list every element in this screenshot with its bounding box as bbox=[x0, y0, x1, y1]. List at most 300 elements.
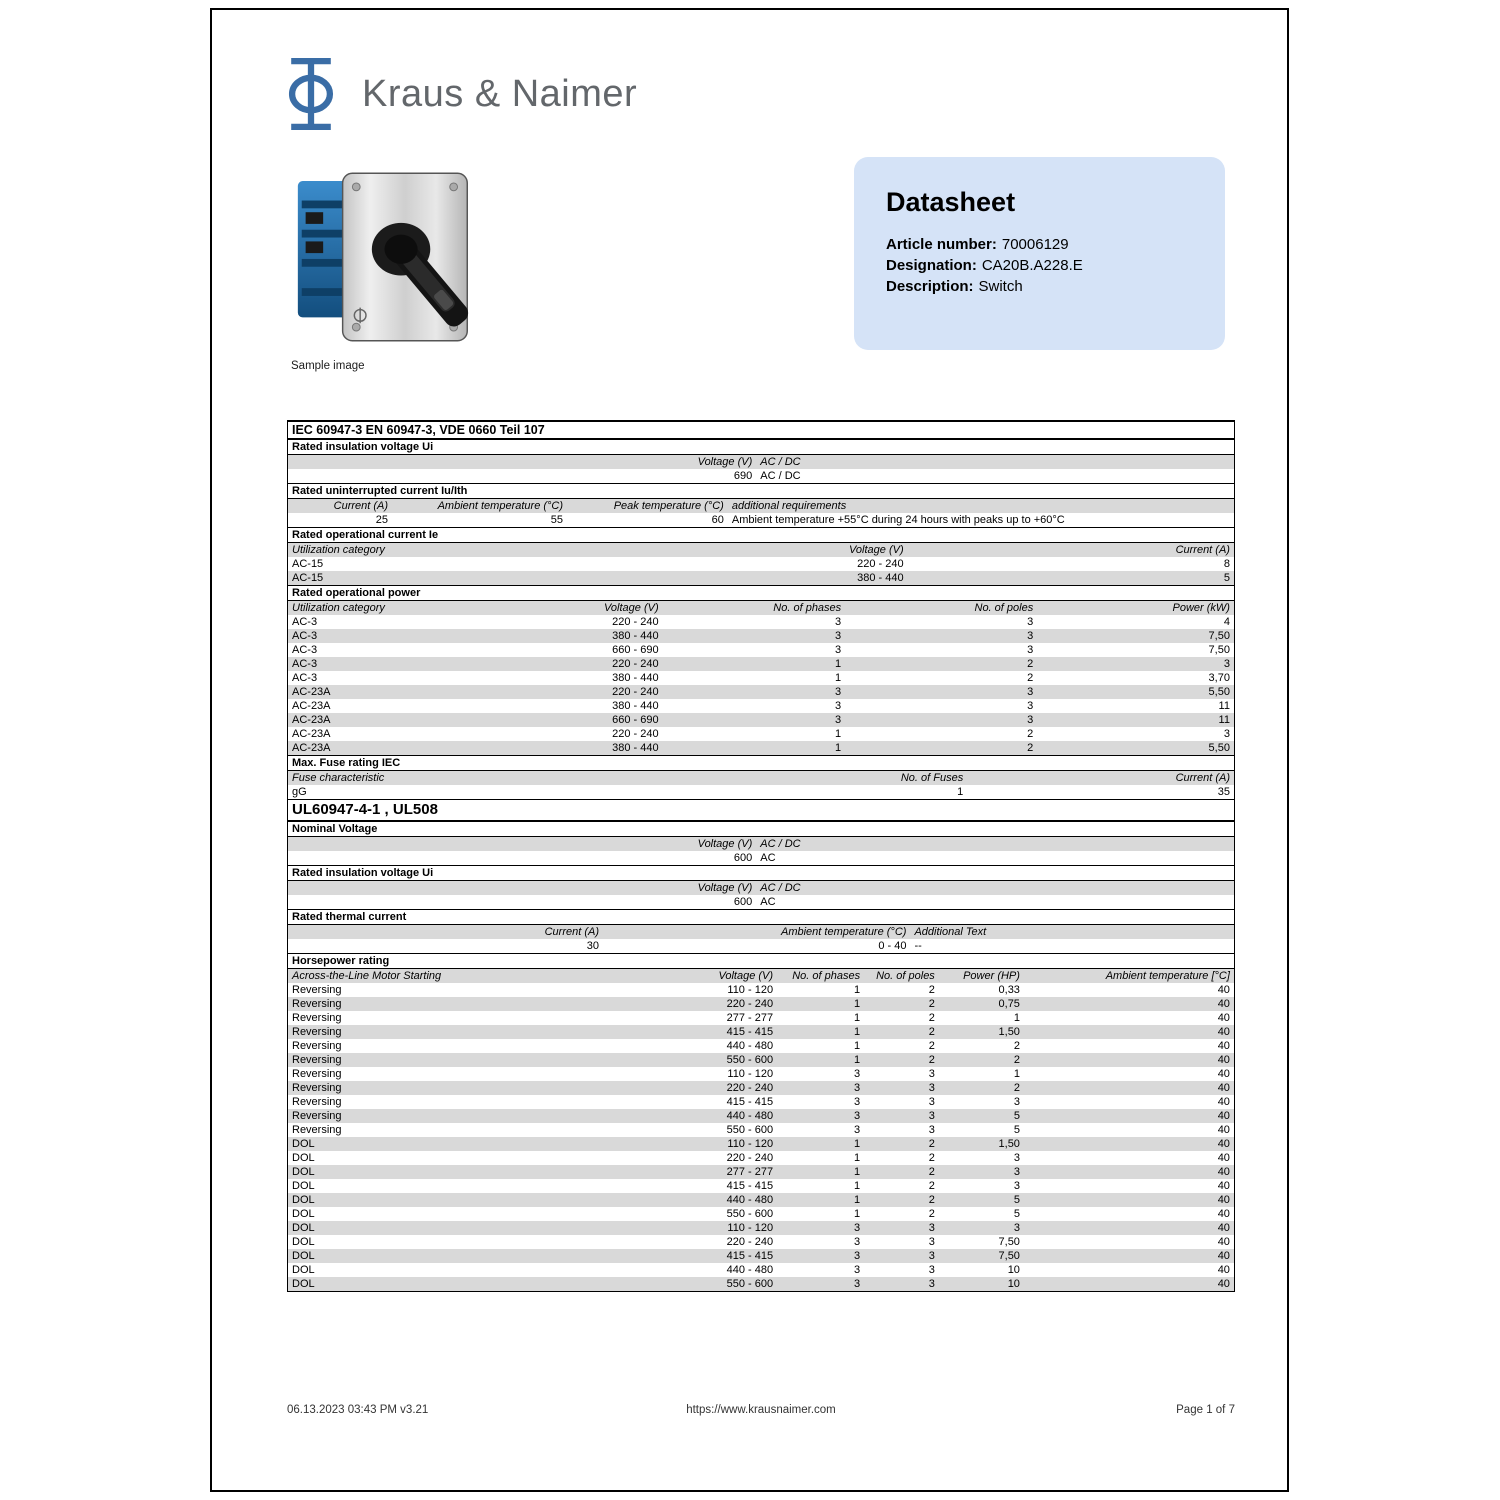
table-cell: DOL bbox=[292, 1222, 315, 1234]
section-title: Rated operational current Ie bbox=[288, 527, 1234, 543]
table-row bbox=[288, 629, 1234, 643]
table-cell: 40 bbox=[1217, 1180, 1230, 1192]
table-row bbox=[288, 741, 1234, 755]
table-cell: 3 bbox=[853, 1082, 861, 1094]
table-cell: 35 bbox=[1217, 786, 1230, 798]
table-cell: 40 bbox=[1217, 1082, 1230, 1094]
table-cell: 40 bbox=[1217, 1110, 1230, 1122]
table-cell: 3 bbox=[1027, 714, 1034, 726]
datasheet-title: Datasheet bbox=[886, 187, 1016, 217]
table-cell: 3 bbox=[853, 1222, 861, 1234]
section-title: Rated operational power bbox=[288, 585, 1234, 601]
table-row bbox=[288, 983, 1234, 997]
table-row bbox=[288, 713, 1234, 727]
table-cell: 3 bbox=[853, 1264, 861, 1276]
table-cell: AC-23A bbox=[292, 700, 331, 712]
table-cell: 1 bbox=[853, 1208, 861, 1220]
table-cell: 40 bbox=[1217, 1054, 1230, 1066]
table-cell: Ambient temperature (°C) bbox=[781, 926, 907, 938]
table-cell: Ambient temperature [°C] bbox=[1105, 970, 1230, 982]
table-cell: AC-23A bbox=[292, 714, 331, 726]
table-cell: 220 - 240 bbox=[726, 1236, 774, 1248]
table-row bbox=[288, 699, 1234, 713]
table-cell: 1 bbox=[853, 1040, 861, 1052]
table-cell: 1 bbox=[853, 984, 861, 996]
table-cell: 2 bbox=[928, 1152, 935, 1164]
table-cell: 1 bbox=[853, 1194, 861, 1206]
table-cell: 380 - 440 bbox=[857, 572, 904, 584]
table-cell: 2 bbox=[928, 998, 935, 1010]
table-cell: 3 bbox=[1013, 1180, 1020, 1192]
table-cell: 3 bbox=[928, 1082, 935, 1094]
table-cell: 3 bbox=[853, 1278, 861, 1290]
table-cell: 3 bbox=[928, 1236, 935, 1248]
table-cell: No. of phases bbox=[792, 970, 861, 982]
table-cell: 220 - 240 bbox=[857, 558, 904, 570]
column-header-row bbox=[288, 771, 1234, 785]
table-cell: 3 bbox=[1223, 728, 1230, 740]
field-label: Description: bbox=[886, 278, 974, 295]
table-row bbox=[288, 643, 1234, 657]
table-cell: 220 - 240 bbox=[612, 728, 659, 740]
table-cell: 415 - 415 bbox=[726, 1250, 774, 1262]
table-row bbox=[288, 1193, 1234, 1207]
table-row bbox=[288, 513, 1234, 527]
phi-logo-icon bbox=[284, 55, 338, 133]
table-cell: 1 bbox=[835, 742, 842, 754]
table-row bbox=[288, 1123, 1234, 1137]
column-header-row bbox=[288, 601, 1234, 615]
table-row bbox=[288, 1235, 1234, 1249]
table-cell: Reversing bbox=[292, 1026, 342, 1038]
table-cell: 3 bbox=[1013, 1222, 1020, 1234]
table-cell: 600 bbox=[733, 852, 753, 864]
table-cell: 3 bbox=[853, 1236, 861, 1248]
table-cell: 1 bbox=[853, 1012, 861, 1024]
table-cell: 40 bbox=[1217, 1040, 1230, 1052]
table-cell: No. of phases bbox=[773, 602, 842, 614]
table-cell: 40 bbox=[1217, 998, 1230, 1010]
table-cell: 3 bbox=[928, 1250, 935, 1262]
table-cell: AC-3 bbox=[292, 672, 318, 684]
article-number-field bbox=[886, 234, 1193, 255]
table-cell: 1,50 bbox=[998, 1138, 1020, 1150]
table-cell: 2 bbox=[1013, 1040, 1020, 1052]
table-cell: 55 bbox=[550, 514, 564, 526]
table-cell: 220 - 240 bbox=[612, 616, 659, 628]
table-cell: 415 - 415 bbox=[726, 1180, 774, 1192]
table-cell: Reversing bbox=[292, 984, 342, 996]
table-cell: DOL bbox=[292, 1208, 315, 1220]
table-cell: 5 bbox=[1013, 1194, 1020, 1206]
table-cell: Voltage (V) bbox=[697, 882, 753, 894]
section-title: Rated uninterrupted current Iu/Ith bbox=[288, 483, 1234, 499]
table-cell: 660 - 690 bbox=[612, 714, 659, 726]
page-footer bbox=[287, 1404, 1235, 1416]
table-cell: Ambient temperature +55°C during 24 hours with peaks up to +60°C bbox=[731, 514, 1065, 526]
table-cell: 660 - 690 bbox=[612, 644, 659, 656]
table-cell: 277 - 277 bbox=[726, 1166, 774, 1178]
table-cell: 1 bbox=[853, 998, 861, 1010]
table-cell: 1 bbox=[853, 1152, 861, 1164]
table-cell: 0,33 bbox=[998, 984, 1020, 996]
table-cell: 40 bbox=[1217, 1124, 1230, 1136]
table-cell: 40 bbox=[1217, 1026, 1230, 1038]
table-row bbox=[288, 1221, 1234, 1235]
section-title: UL60947-4-1 , UL508 bbox=[288, 799, 1234, 821]
table-cell: 3 bbox=[1223, 658, 1230, 670]
table-cell: gG bbox=[292, 786, 307, 798]
table-cell: 1 bbox=[853, 1166, 861, 1178]
table-cell: 3 bbox=[835, 686, 842, 698]
table-row bbox=[288, 1025, 1234, 1039]
table-cell: 3 bbox=[835, 630, 842, 642]
table-cell: 2 bbox=[928, 1026, 935, 1038]
table-cell: 3 bbox=[853, 1110, 861, 1122]
table-row bbox=[288, 1207, 1234, 1221]
table-cell: 110 - 120 bbox=[727, 1138, 774, 1150]
table-cell: 7,50 bbox=[1208, 644, 1230, 656]
table-cell: Additional Text bbox=[914, 926, 987, 938]
table-cell: 415 - 415 bbox=[726, 1026, 774, 1038]
table-cell: AC / DC bbox=[760, 456, 801, 468]
table-cell: 3 bbox=[1013, 1152, 1020, 1164]
logo-text: Kraus & Naimer bbox=[362, 72, 638, 115]
table-cell: 7,50 bbox=[998, 1250, 1020, 1262]
table-cell: 690 bbox=[733, 470, 753, 482]
table-cell: Reversing bbox=[292, 998, 342, 1010]
table-cell: 2 bbox=[1013, 1082, 1020, 1094]
column-header-row bbox=[288, 925, 1234, 939]
table-cell: 3,70 bbox=[1208, 672, 1230, 684]
column-header-row bbox=[288, 969, 1234, 983]
table-cell: Current (A) bbox=[333, 500, 389, 512]
table-row bbox=[288, 939, 1234, 953]
table-cell: 2 bbox=[928, 984, 935, 996]
table-cell: 5,50 bbox=[1208, 686, 1230, 698]
table-row bbox=[288, 895, 1234, 909]
table-cell: Power (kW) bbox=[1172, 602, 1230, 614]
table-cell: 550 - 600 bbox=[726, 1208, 774, 1220]
table-row bbox=[288, 1165, 1234, 1179]
table-cell: DOL bbox=[292, 1278, 315, 1290]
table-cell: 40 bbox=[1217, 1096, 1230, 1108]
table-cell: 2 bbox=[928, 1054, 935, 1066]
table-cell: 7,50 bbox=[1208, 630, 1230, 642]
table-cell: 40 bbox=[1217, 1250, 1230, 1262]
column-header-row bbox=[288, 499, 1234, 513]
table-cell: 415 - 415 bbox=[726, 1096, 774, 1108]
column-header-row bbox=[288, 837, 1234, 851]
table-cell: 1 bbox=[835, 658, 842, 670]
table-row bbox=[288, 1137, 1234, 1151]
table-cell: 40 bbox=[1217, 1208, 1230, 1220]
table-cell: DOL bbox=[292, 1180, 315, 1192]
table-row bbox=[288, 1277, 1234, 1291]
table-cell: 8 bbox=[1223, 558, 1230, 570]
footer-url[interactable]: https://www.krausnaimer.com bbox=[686, 1404, 836, 1416]
table-row bbox=[288, 785, 1234, 799]
table-cell: 2 bbox=[928, 1012, 935, 1024]
table-cell: 3 bbox=[928, 1068, 935, 1080]
table-cell: Ambient temperature (°C) bbox=[437, 500, 564, 512]
document-page bbox=[210, 8, 1289, 1492]
table-cell: 4 bbox=[1223, 616, 1230, 628]
table-cell: 220 - 240 bbox=[726, 998, 774, 1010]
table-cell: 3 bbox=[835, 616, 842, 628]
table-cell: 25 bbox=[375, 514, 389, 526]
table-cell: 380 - 440 bbox=[612, 700, 659, 712]
table-cell: 2 bbox=[928, 1040, 935, 1052]
table-cell: 10 bbox=[1007, 1264, 1020, 1276]
table-row bbox=[288, 615, 1234, 629]
table-cell: Voltage (V) bbox=[697, 838, 753, 850]
table-cell: AC-23A bbox=[292, 742, 331, 754]
table-cell: Voltage (V) bbox=[848, 544, 904, 556]
table-cell: 277 - 277 bbox=[726, 1012, 774, 1024]
table-cell: 380 - 440 bbox=[612, 742, 659, 754]
table-cell: 380 - 440 bbox=[612, 630, 659, 642]
table-cell: AC-15 bbox=[292, 572, 324, 584]
table-cell: 3 bbox=[928, 1222, 935, 1234]
table-cell: 550 - 600 bbox=[726, 1124, 774, 1136]
table-cell: 5,50 bbox=[1208, 742, 1230, 754]
table-cell: 110 - 120 bbox=[727, 1222, 774, 1234]
table-cell: DOL bbox=[292, 1264, 315, 1276]
table-cell: 3 bbox=[853, 1250, 861, 1262]
section-title: Rated insulation voltage Ui bbox=[288, 865, 1234, 881]
table-cell: 440 - 480 bbox=[726, 1110, 774, 1122]
table-cell: -- bbox=[914, 940, 922, 952]
table-cell: Reversing bbox=[292, 1082, 342, 1094]
table-cell: 3 bbox=[853, 1124, 861, 1136]
footer-page-number: Page 1 of 7 bbox=[1176, 1404, 1235, 1416]
table-cell: DOL bbox=[292, 1138, 315, 1150]
table-row bbox=[288, 1011, 1234, 1025]
table-cell: Power (HP) bbox=[963, 970, 1020, 982]
table-cell: 5 bbox=[1223, 572, 1230, 584]
table-cell: Reversing bbox=[292, 1040, 342, 1052]
description-field bbox=[886, 276, 1193, 297]
designation-field bbox=[886, 255, 1193, 276]
table-cell: 40 bbox=[1217, 1194, 1230, 1206]
table-row bbox=[288, 1095, 1234, 1109]
table-cell: No. of poles bbox=[974, 602, 1034, 614]
table-cell: AC bbox=[760, 852, 776, 864]
table-cell: 1 bbox=[853, 1026, 861, 1038]
table-cell: 40 bbox=[1217, 1012, 1230, 1024]
table-row bbox=[288, 657, 1234, 671]
table-cell: 0 - 40 bbox=[878, 940, 907, 952]
table-cell: No. of Fuses bbox=[900, 772, 964, 784]
table-cell: 2 bbox=[1027, 728, 1034, 740]
table-cell: 440 - 480 bbox=[726, 1194, 774, 1206]
table-cell: 40 bbox=[1217, 1068, 1230, 1080]
table-cell: 40 bbox=[1217, 984, 1230, 996]
table-cell: Current (A) bbox=[1175, 772, 1230, 784]
table-cell: Across-the-Line Motor Starting bbox=[292, 970, 442, 982]
table-cell: 11 bbox=[1218, 714, 1230, 726]
table-cell: Reversing bbox=[292, 1110, 342, 1122]
table-cell: 380 - 440 bbox=[612, 672, 659, 684]
table-cell: 1 bbox=[957, 786, 964, 798]
table-cell: 40 bbox=[1217, 1236, 1230, 1248]
table-cell: 2 bbox=[928, 1194, 935, 1206]
table-row bbox=[288, 1263, 1234, 1277]
table-row bbox=[288, 1081, 1234, 1095]
table-cell: 3 bbox=[835, 700, 842, 712]
table-cell: AC / DC bbox=[760, 838, 801, 850]
table-cell: Reversing bbox=[292, 1054, 342, 1066]
section-title: Nominal Voltage bbox=[288, 821, 1234, 837]
table-cell: Voltage (V) bbox=[603, 602, 659, 614]
table-cell: 3 bbox=[1013, 1166, 1020, 1178]
table-cell: Voltage (V) bbox=[718, 970, 774, 982]
table-cell: 2 bbox=[1027, 658, 1034, 670]
table-cell: 1 bbox=[853, 1138, 861, 1150]
table-cell: AC / DC bbox=[760, 882, 801, 894]
table-cell: 2 bbox=[928, 1138, 935, 1150]
column-header-row bbox=[288, 881, 1234, 895]
table-row bbox=[288, 1039, 1234, 1053]
footer-date: 06.13.2023 03:43 PM v3.21 bbox=[287, 1404, 429, 1416]
table-cell: 11 bbox=[1218, 700, 1230, 712]
table-cell: AC / DC bbox=[760, 470, 801, 482]
table-cell: AC-3 bbox=[292, 616, 318, 628]
table-cell: 220 - 240 bbox=[726, 1152, 774, 1164]
field-value: Switch bbox=[978, 278, 1023, 295]
column-header-row bbox=[288, 455, 1234, 469]
table-cell: AC bbox=[760, 896, 776, 908]
table-cell: 40 bbox=[1217, 1166, 1230, 1178]
table-cell: Current (A) bbox=[544, 926, 600, 938]
table-cell: 40 bbox=[1217, 1222, 1230, 1234]
datasheet-card bbox=[854, 157, 1225, 350]
column-header-row bbox=[288, 543, 1234, 557]
table-cell: 2 bbox=[1027, 672, 1034, 684]
table-row bbox=[288, 557, 1234, 571]
table-cell: AC-23A bbox=[292, 686, 331, 698]
table-row bbox=[288, 851, 1234, 865]
table-cell: 40 bbox=[1217, 1278, 1230, 1290]
table-row bbox=[288, 1109, 1234, 1123]
table-cell: 40 bbox=[1217, 1138, 1230, 1150]
table-cell: 220 - 240 bbox=[612, 658, 659, 670]
table-cell: additional requirements bbox=[731, 500, 847, 512]
table-cell: 2 bbox=[1013, 1054, 1020, 1066]
table-cell: 1 bbox=[1013, 1068, 1020, 1080]
table-cell: 3 bbox=[1027, 616, 1034, 628]
table-cell: 2 bbox=[928, 1166, 935, 1178]
table-row bbox=[288, 1179, 1234, 1193]
table-cell: 220 - 240 bbox=[726, 1082, 774, 1094]
table-cell: DOL bbox=[292, 1236, 315, 1248]
section-title: Max. Fuse rating IEC bbox=[288, 755, 1234, 771]
table-cell: 5 bbox=[1013, 1110, 1020, 1122]
table-cell: DOL bbox=[292, 1194, 315, 1206]
table-cell: 0,75 bbox=[998, 998, 1020, 1010]
table-cell: 440 - 480 bbox=[726, 1264, 774, 1276]
spec-table bbox=[287, 420, 1235, 1292]
table-cell: 220 - 240 bbox=[612, 686, 659, 698]
table-cell: Reversing bbox=[292, 1096, 342, 1108]
table-row bbox=[288, 1151, 1234, 1165]
table-cell: 3 bbox=[853, 1096, 861, 1108]
table-cell: Utilization category bbox=[292, 602, 385, 614]
table-cell: 5 bbox=[1013, 1208, 1020, 1220]
table-cell: 3 bbox=[1013, 1096, 1020, 1108]
table-cell: 3 bbox=[1027, 700, 1034, 712]
table-cell: 3 bbox=[928, 1110, 935, 1122]
table-row bbox=[288, 1067, 1234, 1081]
section-title: IEC 60947-3 EN 60947-3, VDE 0660 Teil 107 bbox=[288, 421, 1234, 439]
table-cell: 3 bbox=[928, 1124, 935, 1136]
table-row bbox=[288, 1249, 1234, 1263]
table-cell: 110 - 120 bbox=[727, 1068, 774, 1080]
kn-logo bbox=[284, 55, 637, 133]
table-cell: AC-3 bbox=[292, 644, 318, 656]
table-cell: 1 bbox=[853, 1180, 861, 1192]
table-cell: 40 bbox=[1217, 1152, 1230, 1164]
table-cell: 1,50 bbox=[998, 1026, 1020, 1038]
table-cell: 440 - 480 bbox=[726, 1040, 774, 1052]
table-row bbox=[288, 997, 1234, 1011]
table-cell: Reversing bbox=[292, 1012, 342, 1024]
table-row bbox=[288, 469, 1234, 483]
table-cell: Utilization category bbox=[292, 544, 385, 556]
section-title: Rated insulation voltage Ui bbox=[288, 439, 1234, 455]
table-cell: 5 bbox=[1013, 1124, 1020, 1136]
table-row bbox=[288, 727, 1234, 741]
table-cell: 3 bbox=[928, 1264, 935, 1276]
table-cell: 3 bbox=[928, 1278, 935, 1290]
table-cell: Voltage (V) bbox=[697, 456, 753, 468]
table-cell: 3 bbox=[928, 1096, 935, 1108]
sample-image-caption: Sample image bbox=[291, 360, 365, 372]
table-cell: 3 bbox=[853, 1068, 861, 1080]
table-cell: 1 bbox=[853, 1054, 861, 1066]
table-row bbox=[288, 671, 1234, 685]
table-cell: 3 bbox=[1027, 644, 1034, 656]
table-cell: 1 bbox=[835, 672, 842, 684]
table-cell: AC-3 bbox=[292, 630, 318, 642]
table-cell: 2 bbox=[928, 1180, 935, 1192]
table-cell: 550 - 600 bbox=[726, 1054, 774, 1066]
table-cell: AC-3 bbox=[292, 658, 318, 670]
table-cell: No. of poles bbox=[876, 970, 935, 982]
section-title: Horsepower rating bbox=[288, 953, 1234, 969]
table-cell: Peak temperature (°C) bbox=[613, 500, 724, 512]
table-cell: 2 bbox=[1027, 742, 1034, 754]
field-label: Article number: bbox=[886, 236, 997, 253]
table-cell: 60 bbox=[711, 514, 724, 526]
field-label: Designation: bbox=[886, 257, 977, 274]
table-cell: Reversing bbox=[292, 1068, 342, 1080]
table-row bbox=[288, 685, 1234, 699]
table-cell: Reversing bbox=[292, 1124, 342, 1136]
rotary-switch-image bbox=[292, 158, 477, 356]
table-cell: 1 bbox=[1013, 1012, 1020, 1024]
table-cell: 1 bbox=[835, 728, 842, 740]
table-row bbox=[288, 1053, 1234, 1067]
table-cell: 10 bbox=[1007, 1278, 1020, 1290]
table-cell: Fuse characteristic bbox=[292, 772, 385, 784]
table-cell: AC-15 bbox=[292, 558, 324, 570]
table-cell: 110 - 120 bbox=[727, 984, 774, 996]
table-cell: 30 bbox=[586, 940, 600, 952]
table-cell: 40 bbox=[1217, 1264, 1230, 1276]
table-cell: Current (A) bbox=[1175, 544, 1230, 556]
